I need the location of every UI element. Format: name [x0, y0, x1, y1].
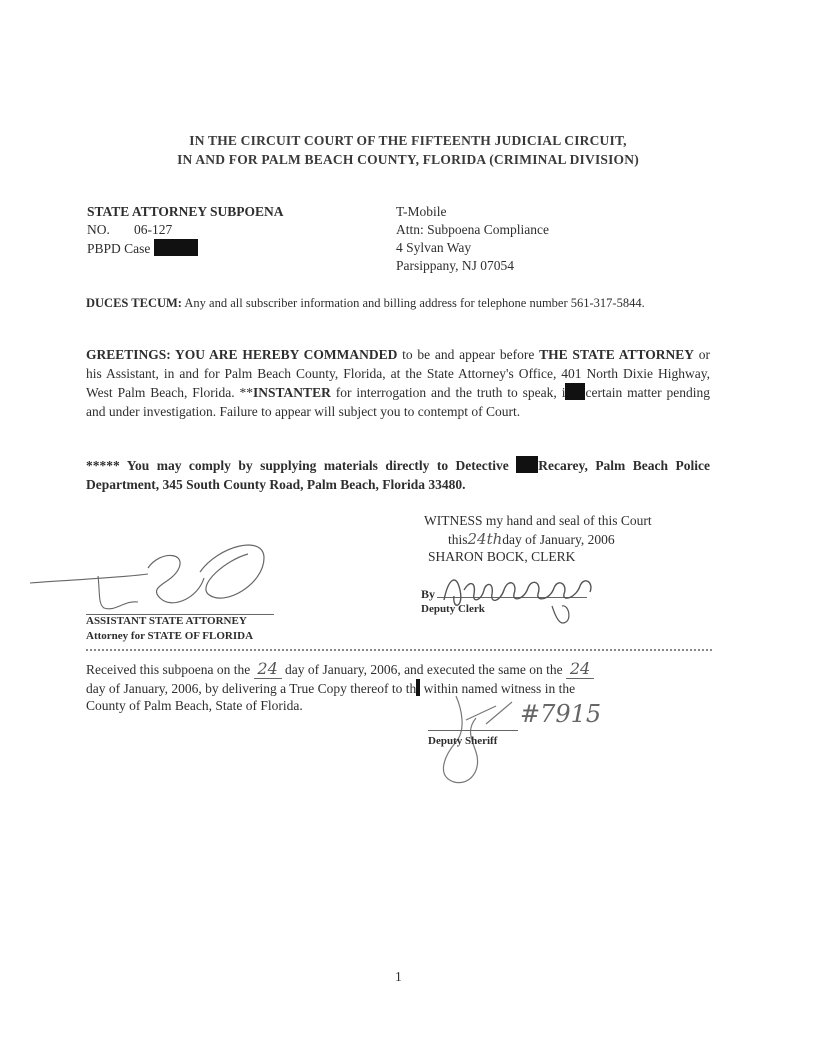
instanter-text: INSTANTER — [253, 385, 331, 400]
page-number: 1 — [395, 969, 402, 984]
comply-paragraph — [86, 456, 710, 494]
return-line-3: County of Palm Beach, State of Florida. — [86, 698, 303, 713]
duces-tecum-text: Any and all subscriber information and billing address for telephone number 561-317-5844. — [184, 296, 645, 310]
greetings-text-4: certain matter pending and under investigation. Failure to appear will subject you to contempt of Court. — [86, 385, 710, 419]
greetings-text-2: or his Assistant, in and for Palm Beach County, Florida, at the State Attorney's Office, 401 North Dixie Highway, West Palm Beach, Florida. ** — [86, 347, 711, 400]
pbpd-case-label-text: PBPD Case — [87, 241, 151, 256]
by-label: By — [421, 587, 436, 601]
court-header-line-2: IN AND FOR PALM BEACH COUNTY, FLORIDA (CRIMINAL DIVISION) — [177, 152, 639, 167]
witness-date-rest: day of January, 2006 — [502, 532, 615, 547]
recipient-name: T-Mobile — [396, 204, 447, 219]
case-number-value: 06-127 — [134, 222, 173, 237]
witness-line-1: WITNESS my hand and seal of this Court — [424, 513, 652, 528]
duces-tecum-paragraph — [86, 294, 710, 313]
clerk-name: SHARON BOCK, CLERK — [428, 549, 576, 564]
redaction-box — [565, 383, 585, 400]
comply-text-2: Recarey, Palm Beach Police Department, 345 South County Road, Palm Beach, Florida 33480. — [86, 458, 710, 492]
redaction-box — [154, 239, 198, 256]
clerk-signature — [434, 560, 614, 630]
witness-line-2 — [448, 530, 615, 549]
greetings-lead: GREETINGS: YOU ARE HEREBY COMMANDED — [86, 347, 398, 362]
case-number-label: NO. — [87, 222, 110, 237]
subpoena-title: STATE ATTORNEY SUBPOENA — [87, 204, 284, 219]
greetings-paragraph — [86, 345, 710, 421]
return-text-2: day of January, 2006, and executed the same on the — [284, 662, 563, 677]
state-attorney-text: THE STATE ATTORNEY — [539, 347, 694, 362]
return-line-1 — [86, 660, 726, 679]
witness-this: this — [448, 532, 468, 547]
pbpd-case-label — [87, 239, 198, 258]
section-divider — [86, 649, 712, 651]
greetings-text-1: to be and appear before — [397, 347, 540, 362]
deputy-sheriff-label: Deputy Sheriff — [428, 735, 498, 747]
greetings-text-3: for interrogation and the truth to speak, i — [330, 385, 566, 400]
handwritten-executed-day: 24 — [566, 660, 594, 679]
handwritten-received-day: 24 — [254, 660, 282, 679]
court-header-line-1: IN THE CIRCUIT COURT OF THE FIFTEENTH JUDICIAL CIRCUIT, — [189, 133, 627, 148]
sheriff-signature-line — [428, 730, 518, 731]
recipient-attn: Attn: Subpoena Compliance — [396, 222, 549, 237]
handwritten-badge-number: #7915 — [520, 700, 602, 728]
redaction-box — [516, 456, 538, 473]
assistant-state-attorney-signature — [28, 528, 278, 623]
return-text-3: day of January, 2006, by delivering a True Copy thereof to th — [86, 681, 417, 696]
asa-subtitle: Attorney for STATE OF FLORIDA — [86, 630, 254, 642]
recipient-street: 4 Sylvan Way — [396, 240, 472, 255]
recipient-city: Parsippany, NJ 07054 — [396, 258, 514, 273]
duces-tecum-label: DUCES TECUM: — [86, 296, 182, 310]
asa-title: ASSISTANT STATE ATTORNEY — [86, 615, 247, 627]
return-text-4: within named witness in the — [420, 681, 576, 696]
return-text-1: Received this subpoena on the — [86, 662, 251, 677]
handwritten-day: 24th — [467, 530, 503, 548]
deputy-clerk-label: Deputy Clerk — [421, 603, 485, 615]
comply-text-1: ***** You may comply by supplying materials directly to Detective — [86, 458, 517, 473]
